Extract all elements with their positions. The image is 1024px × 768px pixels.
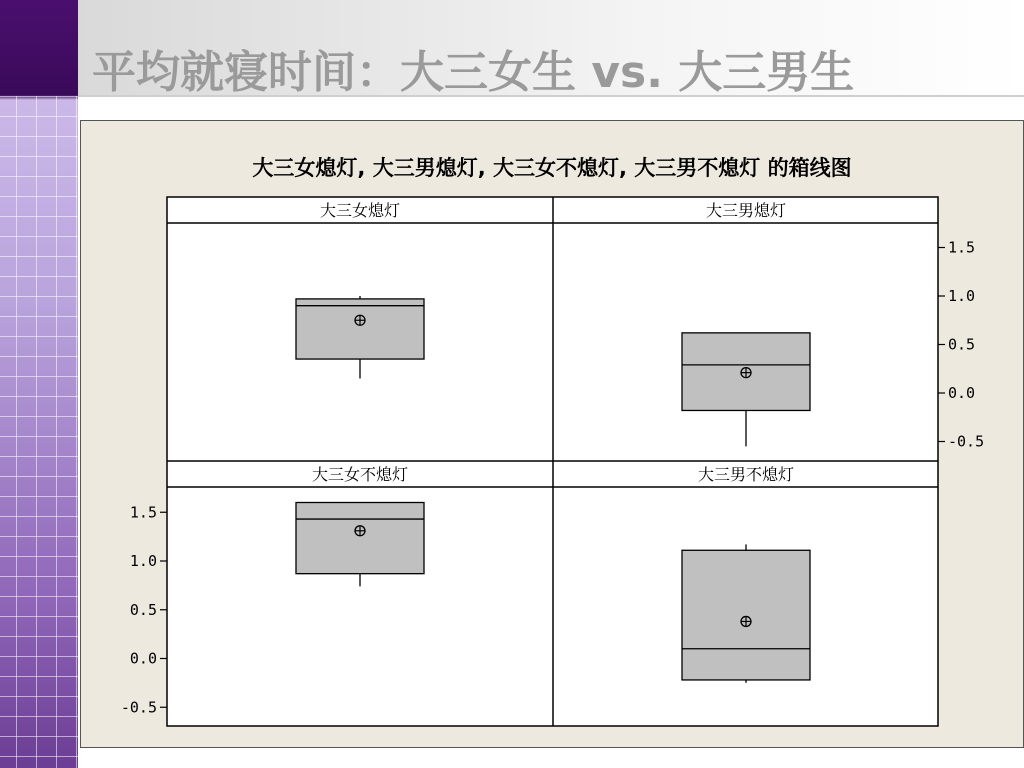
- boxplot-chart: [81, 121, 1023, 747]
- left-decor-grid: [0, 96, 78, 768]
- panel-label: 大三女不熄灯: [311, 465, 409, 484]
- left-axis-tick-label: 1.0: [129, 552, 157, 570]
- slide-title: 平均就寝时间：大三女生 vs. 大三男生: [92, 47, 855, 98]
- chart-title: 大三女熄灯, 大三男熄灯, 大三女不熄灯, 大三男不熄灯 的箱线图: [252, 156, 852, 180]
- left-axis-tick-label: 1.5: [129, 503, 157, 522]
- left-axis-tick-label: 0.0: [129, 649, 157, 668]
- right-axis-tick-label: -0.5: [948, 432, 985, 451]
- panel-label: 大三女熄灯: [319, 201, 401, 220]
- right-axis-tick-label: 1.0: [948, 287, 976, 305]
- box-iqr: [682, 550, 810, 680]
- chart-panel: [80, 120, 1024, 748]
- panel-label: 大三男熄灯: [705, 201, 787, 220]
- left-axis-tick-label: -0.5: [120, 698, 157, 717]
- box-iqr: [296, 299, 424, 359]
- right-axis-tick-label: 0.5: [948, 335, 976, 354]
- panel-label: 大三男不熄灯: [697, 465, 795, 484]
- right-axis-tick-label: 1.5: [948, 238, 976, 257]
- right-axis-tick-label: 0.0: [948, 384, 976, 402]
- box-iqr: [296, 503, 424, 574]
- left-axis-tick-label: 0.5: [129, 600, 157, 619]
